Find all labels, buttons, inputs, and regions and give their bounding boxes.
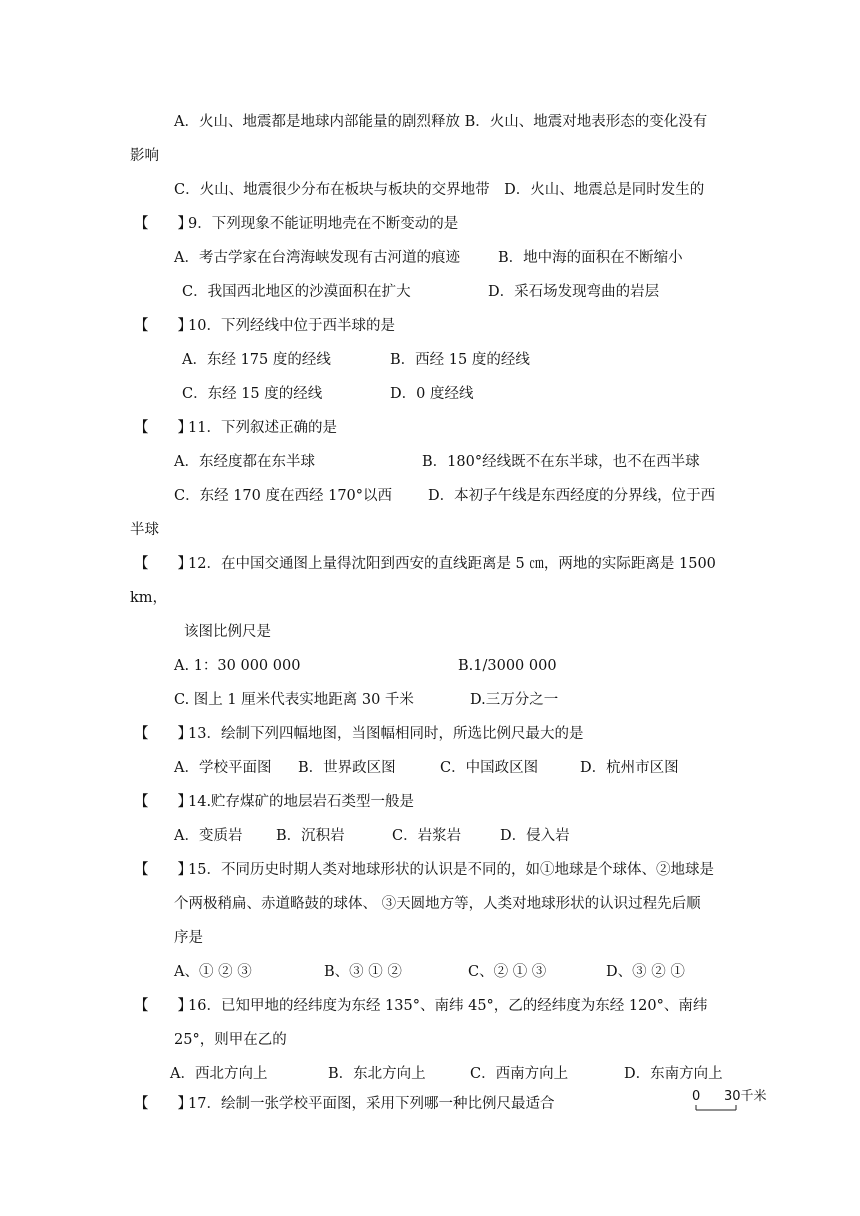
q16-option-b: B．东北方向上 — [328, 1066, 426, 1082]
q9-option-a: A．考古学家在台湾海峡发现有古河道的痕迹 — [174, 250, 460, 266]
q9-option-b: B．地中海的面积在不断缩小 — [498, 250, 683, 266]
q12-option-b: B.1/3000 000 — [458, 658, 557, 674]
scale-bar-line — [692, 1088, 772, 1114]
answer-bracket[interactable]: 【 】 — [134, 420, 192, 436]
q10-stem: 10．下列经线中位于西半球的是 — [188, 318, 395, 334]
q14-option-a: A．变质岩 — [174, 828, 243, 844]
scale-bar-label: 30千米 — [724, 1089, 767, 1104]
q14-stem: 14.贮存煤矿的地层岩石类型一般是 — [188, 794, 415, 810]
q13-option-b: B．世界政区图 — [298, 760, 396, 776]
q12-option-c: C. 图上 1 厘米代表实地距离 30 千米 — [174, 692, 414, 708]
q12-option-d: D.三万分之一 — [470, 692, 559, 708]
scale-bar-zero: 0 — [692, 1089, 701, 1104]
q11-option-d: D．本初子午线是东西经度的分界线，位于西 — [428, 488, 716, 504]
q12-option-a: A. 1：30 000 000 — [174, 658, 301, 674]
q8-options-line2: 影响 — [130, 148, 159, 164]
q11-option-c: C．东经 170 度在西经 170°以西 — [174, 488, 393, 504]
scale-bar — [692, 1088, 772, 1114]
q14-option-c: C．岩浆岩 — [392, 828, 462, 844]
answer-bracket[interactable]: 【 】 — [134, 862, 192, 878]
q11-stem: 11．下列叙述正确的是 — [188, 420, 337, 436]
q12-stem-cont: km， — [130, 590, 168, 606]
q15-option-c: C、② ① ③ — [468, 964, 547, 980]
answer-bracket[interactable]: 【 】 — [134, 998, 192, 1014]
q11-option-a: A．东经度都在东半球 — [174, 454, 315, 470]
q13-option-d: D．杭州市区图 — [580, 760, 679, 776]
q12-stem: 12．在中国交通图上量得沈阳到西安的直线距离是 5 ㎝，两地的实际距离是 1500 — [188, 556, 716, 572]
answer-bracket[interactable]: 【 】 — [134, 216, 192, 232]
answer-bracket[interactable]: 【 】 — [134, 794, 192, 810]
q10-option-a: A．东经 175 度的经线 — [182, 352, 331, 368]
q15-option-b: B、③ ① ② — [324, 964, 402, 980]
q11-option-d-cont: 半球 — [130, 522, 159, 538]
q16-option-d: D．东南方向上 — [624, 1066, 723, 1082]
q9-stem: 9．下列现象不能证明地壳在不断变动的是 — [188, 216, 459, 232]
answer-bracket[interactable]: 【 】 — [134, 556, 192, 572]
q11-option-b: B．180°经线既不在东半球，也不在西半球 — [422, 454, 700, 470]
q8-options-line3: C．火山、地震很少分布在板块与板块的交界地带 D．火山、地震总是同时发生的 — [174, 182, 705, 198]
q16-stem-line2: 25°，则甲在乙的 — [174, 1032, 287, 1048]
q10-option-d: D．0 度经线 — [390, 386, 474, 402]
q10-option-b: B．西经 15 度的经线 — [390, 352, 530, 368]
q13-stem: 13．绘制下列四幅地图，当图幅相同时，所选比例尺最大的是 — [188, 726, 584, 742]
q17-stem: 17．绘制一张学校平面图，采用下列哪一种比例尺最适合 — [188, 1096, 555, 1112]
q15-stem-line2: 个两极稍扁、赤道略鼓的球体、 ③天圆地方等，人类对地球形状的认识过程先后顺 — [174, 896, 701, 912]
q16-option-c: C．西南方向上 — [470, 1066, 569, 1082]
q15-stem-line1: 15．不同历史时期人类对地球形状的认识是不同的，如①地球是个球体、②地球是 — [188, 862, 714, 878]
q15-stem-line3: 序是 — [174, 930, 203, 946]
q16-stem-line1: 16．已知甲地的经纬度为东经 135°、南纬 45°，乙的经纬度为东经 120°、南纬 — [188, 998, 708, 1014]
answer-bracket[interactable]: 【 】 — [134, 726, 192, 742]
answer-bracket[interactable]: 【 】 — [134, 318, 192, 334]
q14-option-b: B．沉积岩 — [276, 828, 345, 844]
q9-option-c: C．我国西北地区的沙漠面积在扩大 — [182, 284, 411, 300]
q10-option-c: C．东经 15 度的经线 — [182, 386, 323, 402]
q8-options-line1: A．火山、地震都是地球内部能量的剧烈释放 B．火山、地震对地表形态的变化没有 — [174, 114, 708, 130]
answer-bracket[interactable]: 【 】 — [134, 1096, 192, 1112]
q16-option-a: A．西北方向上 — [170, 1066, 268, 1082]
q13-option-c: C．中国政区图 — [440, 760, 539, 776]
q12-stem-cont2: 该图比例尺是 — [184, 624, 271, 640]
q13-option-a: A．学校平面图 — [174, 760, 272, 776]
q15-option-a: A、① ② ③ — [174, 964, 252, 980]
q15-option-d: D、③ ② ① — [606, 964, 685, 980]
q9-option-d: D．采石场发现弯曲的岩层 — [488, 284, 660, 300]
q14-option-d: D．侵入岩 — [500, 828, 570, 844]
